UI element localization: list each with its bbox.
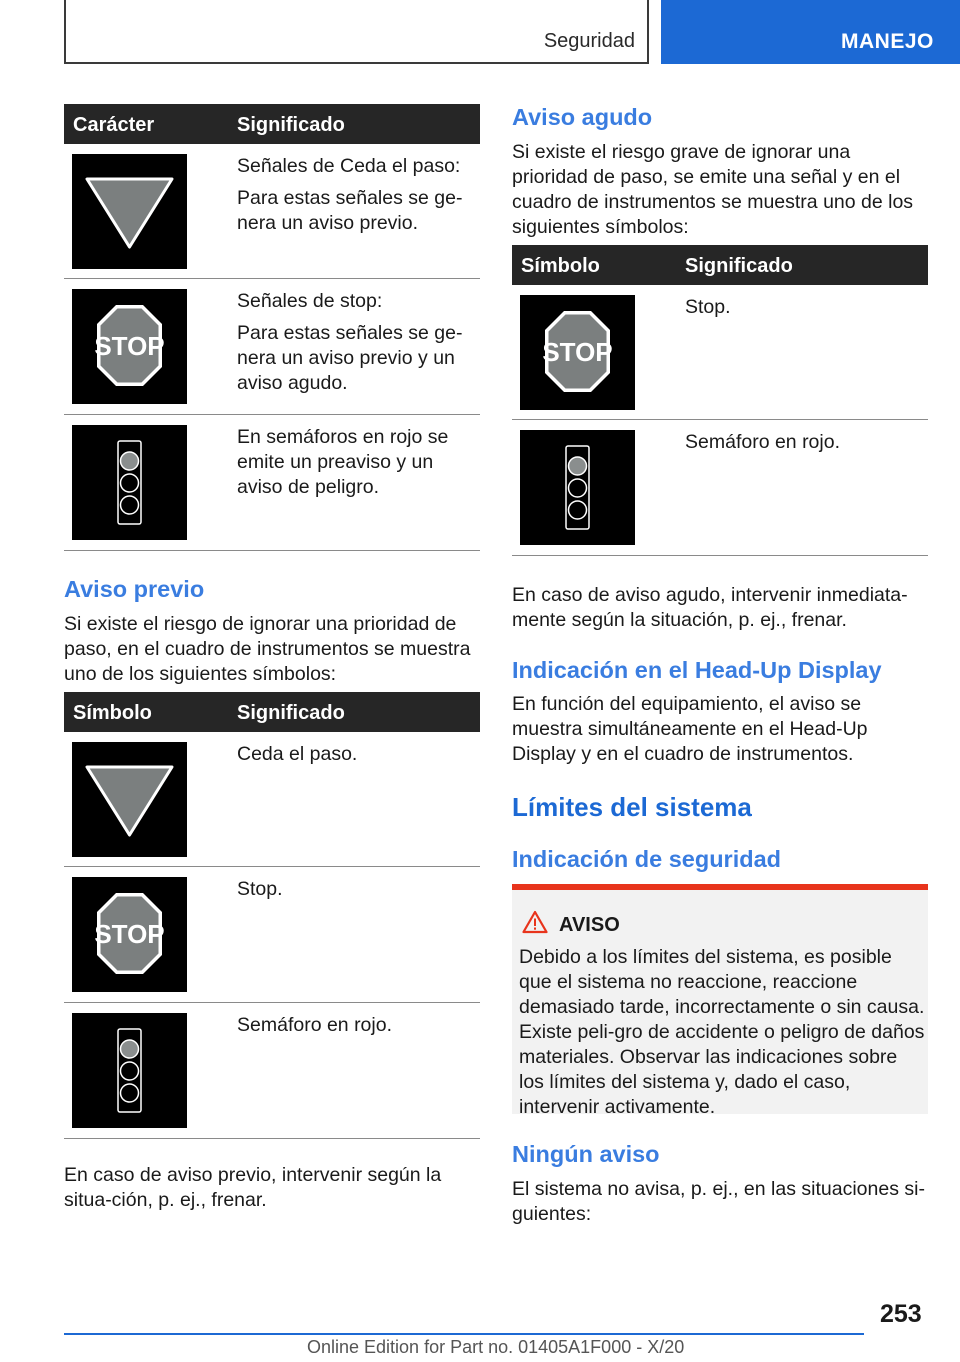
column-header: Símbolo <box>521 255 600 277</box>
table-row <box>64 415 480 551</box>
stop-sign-icon <box>72 877 187 992</box>
table-simbolos-previo <box>64 692 480 1139</box>
table-header <box>64 692 480 732</box>
table-row <box>64 1003 480 1139</box>
table-header <box>64 104 480 144</box>
traffic-light-icon <box>520 430 635 545</box>
table-row <box>512 285 928 420</box>
row-text: Stop. <box>237 878 283 900</box>
warning-title: AVISO <box>559 914 620 936</box>
row-text: Para estas señales se ge-nera un aviso previo y un aviso agudo. <box>237 322 463 394</box>
column-header: Símbolo <box>73 702 152 724</box>
table-row <box>64 279 480 415</box>
row-text: Semáforo en rojo. <box>237 1014 393 1036</box>
heading-aviso-previo: Aviso previo <box>64 576 205 602</box>
row-text: Ceda el paso. <box>237 743 358 765</box>
header-section-label: Seguridad <box>543 30 635 52</box>
page-number: 253 <box>880 1300 922 1328</box>
table-header <box>512 245 928 285</box>
paragraph-aviso-previo-accion: En caso de aviso previo, intervenir según la situa-ción, p. ej., frenar. <box>64 1164 442 1211</box>
column-header: Carácter <box>73 114 155 136</box>
stop-sign-icon <box>72 289 187 404</box>
stop-sign-icon <box>520 295 635 410</box>
yield-sign-icon <box>72 742 187 857</box>
row-text: Para estas señales se ge-nera un aviso previo. <box>237 187 463 234</box>
warning-text: Debido a los límites del sistema, es posible que el sistema no reaccione, reaccione demasiado tarde, incorrectamente o sin causa. Existe peli-gro de accidente o peligro de daños materiales. Observar las indicaciones sobre los límites del sistema y, dado el caso, intervenir activamente. <box>519 946 925 1118</box>
table-row <box>64 144 480 279</box>
heading-aviso-agudo: Aviso agudo <box>512 104 653 130</box>
header-section-tab <box>64 0 649 64</box>
heading-limites-sistema: Límites del sistema <box>512 792 752 822</box>
row-text: Semáforo en rojo. <box>685 431 841 453</box>
column-header: Significado <box>237 114 345 136</box>
warning-bar <box>512 884 928 890</box>
yield-sign-icon <box>72 154 187 269</box>
table-row <box>64 867 480 1003</box>
heading-head-up-display: Indicación en el Head-Up Display <box>512 657 882 683</box>
warning-box <box>512 884 928 1118</box>
heading-ningun-aviso: Ningún aviso <box>512 1141 660 1167</box>
warning-triangle-icon <box>522 910 548 934</box>
column-header: Significado <box>685 255 793 277</box>
table-row <box>512 420 928 556</box>
traffic-light-icon <box>72 1013 187 1128</box>
table-simbolos-agudo <box>512 245 928 556</box>
table-caracter <box>64 104 480 551</box>
paragraph-aviso-agudo-accion: En caso de aviso agudo, intervenir inmediata-mente según la situación, p. ej., frenar. <box>512 584 908 631</box>
paragraph-ningun-aviso: El sistema no avisa, p. ej., en las situaciones si-guientes: <box>512 1178 925 1225</box>
traffic-light-icon <box>72 425 187 540</box>
row-text: En semáforos en rojo se emite un preaviso y un aviso de peligro. <box>237 426 449 498</box>
row-text: Stop. <box>685 296 731 318</box>
footer-edition: Online Edition for Part no. 01405A1F000 - X/20 <box>307 1337 685 1357</box>
header-chapter-tab <box>661 0 960 64</box>
column-header: Significado <box>237 702 345 724</box>
header-chapter-label: MANEJO <box>841 30 934 53</box>
table-row <box>64 732 480 867</box>
paragraph-aviso-previo: Si existe el riesgo de ignorar una prioridad de paso, en el cuadro de instrumentos se muestra uno de los siguientes símbolos: <box>64 613 471 685</box>
row-text: Señales de stop: <box>237 290 383 312</box>
heading-indicacion-seguridad: Indicación de seguridad <box>512 846 781 872</box>
row-text: Señales de Ceda el paso: <box>237 155 461 177</box>
paragraph-head-up-display: En función del equipamiento, el aviso se muestra simultáneamente en el Head-Up Display y en el cuadro de instrumentos. <box>512 693 868 765</box>
paragraph-aviso-agudo: Si existe el riesgo grave de ignorar una prioridad de paso, se emite una señal y en el cuadro de instrumentos se muestra uno de los siguientes símbolos: <box>512 141 914 238</box>
footer-divider <box>64 1333 864 1335</box>
